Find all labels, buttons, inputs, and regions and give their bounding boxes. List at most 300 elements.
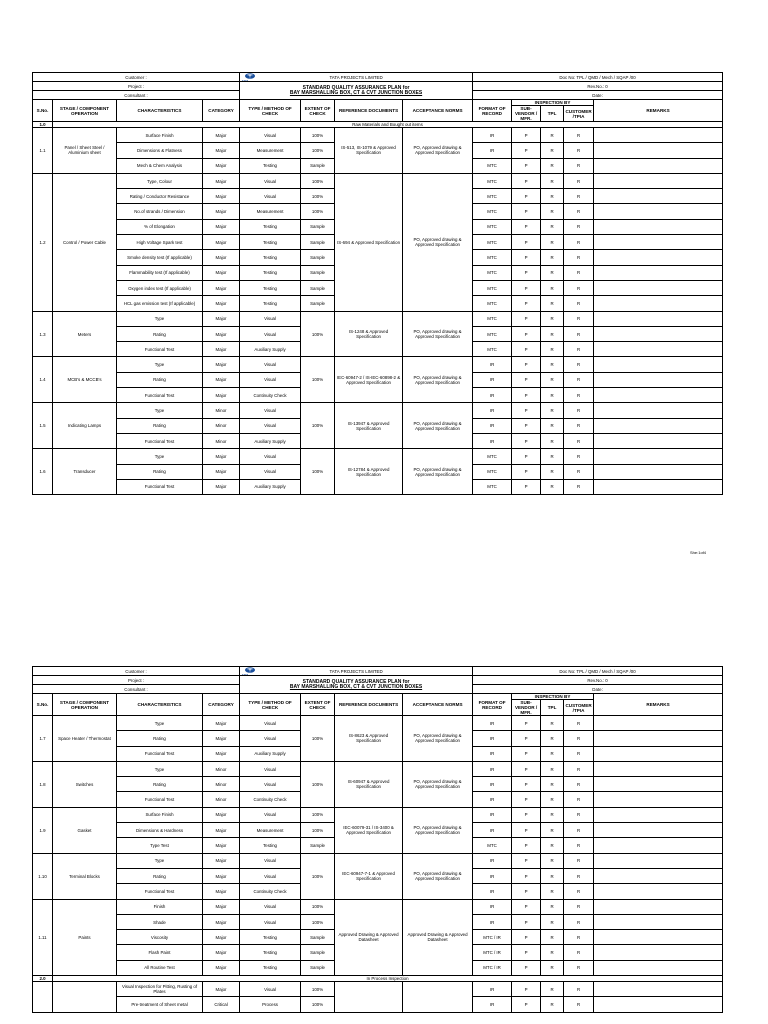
customer-value: R bbox=[564, 403, 594, 418]
tpl-value: R bbox=[541, 746, 564, 761]
extent-of-check: 100% bbox=[301, 204, 335, 219]
tpl-value: R bbox=[541, 219, 564, 234]
remarks-value bbox=[594, 868, 723, 883]
extent-of-check: Sample bbox=[301, 265, 335, 280]
acceptance-norms: PO, Approved drawing & Approved Specification bbox=[403, 311, 473, 357]
format-of-record: IR bbox=[473, 823, 512, 838]
item-number: 1.2 bbox=[33, 173, 53, 311]
remarks-value bbox=[594, 311, 723, 326]
characteristic: Functional Test bbox=[117, 342, 203, 357]
sub-vendor-value: P bbox=[512, 342, 541, 357]
sub-vendor-value: P bbox=[512, 372, 541, 387]
customer-value: R bbox=[564, 388, 594, 403]
tpl-value: R bbox=[541, 792, 564, 807]
col-type-method: TYPE / METHOD OF CHECK bbox=[240, 100, 301, 122]
remarks-value bbox=[594, 219, 723, 234]
tpl-value: R bbox=[541, 807, 564, 822]
col-category: CATEGORY bbox=[203, 694, 240, 716]
extent-of-check: 100% bbox=[301, 716, 335, 762]
sub-vendor-value: P bbox=[512, 792, 541, 807]
sqap-sheet-1 bbox=[32, 72, 722, 555]
format-of-record: MTC bbox=[473, 204, 512, 219]
col-remarks: REMARKS bbox=[594, 100, 723, 122]
item-number: 1.3 bbox=[33, 311, 53, 357]
reference-documents: Approved Drawing & Approved Datasheet bbox=[335, 899, 403, 975]
type-method: Testing bbox=[240, 930, 301, 945]
category: Major bbox=[203, 899, 240, 914]
customer-value: R bbox=[564, 853, 594, 868]
type-method: Testing bbox=[240, 960, 301, 975]
extent-of-check: Sample bbox=[301, 960, 335, 975]
sub-vendor-value: P bbox=[512, 204, 541, 219]
sub-vendor-value: P bbox=[512, 235, 541, 250]
category: Major bbox=[203, 746, 240, 761]
item-number: 1.9 bbox=[33, 807, 53, 853]
category: Major bbox=[203, 219, 240, 234]
acceptance-norms: PO, Approved drawing & Approved Specification bbox=[403, 761, 473, 807]
tpl-value: R bbox=[541, 868, 564, 883]
characteristic: Type bbox=[117, 716, 203, 731]
item-number: 1.1 bbox=[33, 128, 53, 174]
type-method: Visual bbox=[240, 372, 301, 387]
remarks-value bbox=[594, 173, 723, 188]
customer-value: R bbox=[564, 189, 594, 204]
table-row bbox=[33, 357, 723, 372]
format-of-record: IR bbox=[473, 143, 512, 158]
type-method: Visual bbox=[240, 128, 301, 143]
col-characteristics: CHARACTERISTICS bbox=[117, 100, 203, 122]
section-title: In Process Inspection bbox=[53, 976, 723, 982]
remarks-value bbox=[594, 189, 723, 204]
remarks-value bbox=[594, 823, 723, 838]
customer-value: R bbox=[564, 823, 594, 838]
acceptance-norms: PO, Approved drawing & Approved Specification bbox=[403, 716, 473, 762]
customer-label: Customer : bbox=[33, 667, 240, 676]
section-number: 1.0 bbox=[33, 122, 53, 128]
extent-of-check: Sample bbox=[301, 250, 335, 265]
col-reference: REFERENCE DOCUMENTS bbox=[335, 100, 403, 122]
category: Major bbox=[203, 945, 240, 960]
extent-of-check: 100% bbox=[301, 189, 335, 204]
company-name: TATA PROJECTS LIMITED bbox=[329, 74, 383, 80]
characteristic: Smoke density test (If applicable) bbox=[117, 250, 203, 265]
sub-vendor-value: P bbox=[512, 716, 541, 731]
table-row bbox=[33, 128, 723, 143]
characteristic: Dimensions & Hardness bbox=[117, 823, 203, 838]
type-method: Visual bbox=[240, 403, 301, 418]
remarks-value bbox=[594, 792, 723, 807]
col-format: FORMAT OF RECORD bbox=[473, 694, 512, 716]
format-of-record: IR bbox=[473, 761, 512, 776]
format-of-record: IR bbox=[473, 357, 512, 372]
remarks-value bbox=[594, 143, 723, 158]
customer-value: R bbox=[564, 746, 594, 761]
characteristic: Dimensions & Flatness bbox=[117, 143, 203, 158]
type-method: Continuity Check bbox=[240, 884, 301, 899]
remarks-value bbox=[594, 761, 723, 776]
doc-number: Doc No: TPL / QMD / Mech / SQAP /00 bbox=[473, 667, 723, 676]
acceptance-norms: PO, Approved drawing & Approved Specification bbox=[403, 853, 473, 899]
consultant-label: Consultant : bbox=[33, 685, 240, 694]
characteristic: Mech & Chem Analysis bbox=[117, 158, 203, 173]
logo-text: TATA bbox=[242, 80, 249, 82]
category: Major bbox=[203, 853, 240, 868]
tpl-value: R bbox=[541, 250, 564, 265]
table-row bbox=[33, 761, 723, 776]
customer-value: R bbox=[564, 464, 594, 479]
customer-value: R bbox=[564, 884, 594, 899]
type-method: Visual bbox=[240, 777, 301, 792]
category: Minor bbox=[203, 433, 240, 448]
extent-of-check: Sample bbox=[301, 219, 335, 234]
sub-vendor-value: P bbox=[512, 388, 541, 403]
customer-value: R bbox=[564, 357, 594, 372]
tpl-value: R bbox=[541, 982, 564, 997]
col-inspection-by: INSPECTION BY bbox=[512, 100, 594, 106]
stage-component: Space Heater / Thermostat bbox=[53, 716, 117, 762]
format-of-record: MTC bbox=[473, 265, 512, 280]
sub-vendor-value: P bbox=[512, 403, 541, 418]
table-row bbox=[33, 173, 723, 188]
sub-vendor-value: P bbox=[512, 250, 541, 265]
format-of-record: MTC bbox=[473, 311, 512, 326]
sub-vendor-value: P bbox=[512, 868, 541, 883]
format-of-record: IR bbox=[473, 868, 512, 883]
category: Major bbox=[203, 930, 240, 945]
col-acceptance: ACCEPTANCE NORMS bbox=[403, 694, 473, 716]
remarks-value bbox=[594, 853, 723, 868]
format-of-record: IR bbox=[473, 418, 512, 433]
format-of-record: MTC bbox=[473, 449, 512, 464]
category: Major bbox=[203, 296, 240, 311]
section-number: 2.0 bbox=[33, 976, 53, 982]
characteristic: No.of strands / Dimension bbox=[117, 204, 203, 219]
tpl-value: R bbox=[541, 235, 564, 250]
remarks-value bbox=[594, 479, 723, 494]
sub-vendor-value: P bbox=[512, 357, 541, 372]
col-tpl: TPL bbox=[541, 106, 564, 122]
item-number: 1.7 bbox=[33, 716, 53, 762]
remarks-value bbox=[594, 128, 723, 143]
type-method: Visual bbox=[240, 326, 301, 341]
item-number: 1.10 bbox=[33, 853, 53, 899]
sub-vendor-value: P bbox=[512, 449, 541, 464]
tpl-value: R bbox=[541, 899, 564, 914]
customer-value: R bbox=[564, 868, 594, 883]
revision-number: Rev.No.: 0 bbox=[473, 82, 723, 91]
tpl-value: R bbox=[541, 853, 564, 868]
tpl-value: R bbox=[541, 884, 564, 899]
format-of-record: MTC bbox=[473, 250, 512, 265]
col-format: FORMAT OF RECORD bbox=[473, 100, 512, 122]
remarks-value bbox=[594, 158, 723, 173]
category: Major bbox=[203, 189, 240, 204]
characteristic: Flash Paint bbox=[117, 945, 203, 960]
table-row bbox=[33, 982, 723, 997]
category: Major bbox=[203, 265, 240, 280]
remarks-value bbox=[594, 235, 723, 250]
acceptance-norms bbox=[403, 982, 473, 1013]
sub-vendor-value: P bbox=[512, 884, 541, 899]
format-of-record: IR bbox=[473, 731, 512, 746]
sub-vendor-value: P bbox=[512, 479, 541, 494]
type-method: Testing bbox=[240, 235, 301, 250]
type-method: Process bbox=[240, 997, 301, 1012]
stage-component: Control / Power Cable bbox=[53, 173, 117, 311]
col-sub-vendor: SUB-VENDOR / MFR. bbox=[512, 106, 541, 122]
customer-value: R bbox=[564, 128, 594, 143]
col-type-method: TYPE / METHOD OF CHECK bbox=[240, 694, 301, 716]
characteristic: Functional Test bbox=[117, 746, 203, 761]
col-sno: S.No. bbox=[33, 694, 53, 716]
table-row bbox=[33, 853, 723, 868]
stage-component: Gasket bbox=[53, 807, 117, 853]
tpl-value: R bbox=[541, 914, 564, 929]
item-number: 1.5 bbox=[33, 403, 53, 449]
characteristic: Type bbox=[117, 449, 203, 464]
format-of-record: MTC / IR bbox=[473, 930, 512, 945]
customer-value: R bbox=[564, 716, 594, 731]
reference-documents: IS-8623 & Approved Specification bbox=[335, 716, 403, 762]
category: Major bbox=[203, 868, 240, 883]
table-body bbox=[33, 716, 723, 1013]
reference-documents: IS-1248 & Approved Specification bbox=[335, 311, 403, 357]
characteristic: Rating bbox=[117, 868, 203, 883]
type-method: Visual bbox=[240, 357, 301, 372]
sub-vendor-value: P bbox=[512, 899, 541, 914]
remarks-value bbox=[594, 945, 723, 960]
type-method: Measurement bbox=[240, 823, 301, 838]
tpl-value: R bbox=[541, 173, 564, 188]
format-of-record: MTC bbox=[473, 235, 512, 250]
remarks-value bbox=[594, 899, 723, 914]
category: Major bbox=[203, 982, 240, 997]
sub-vendor-value: P bbox=[512, 960, 541, 975]
sqap-sheet-2 bbox=[32, 666, 722, 1013]
stage-component: Transducer bbox=[53, 449, 117, 495]
characteristic: Rating / Conductor Resistance bbox=[117, 189, 203, 204]
characteristic: Type bbox=[117, 357, 203, 372]
customer-value: R bbox=[564, 449, 594, 464]
category: Major bbox=[203, 464, 240, 479]
header-block bbox=[33, 667, 723, 716]
remarks-value bbox=[594, 204, 723, 219]
customer-value: R bbox=[564, 982, 594, 997]
tpl-value: R bbox=[541, 716, 564, 731]
format-of-record: MTC bbox=[473, 479, 512, 494]
sub-vendor-value: P bbox=[512, 219, 541, 234]
remarks-value bbox=[594, 746, 723, 761]
extent-of-check: 100% bbox=[301, 853, 335, 899]
item-number bbox=[33, 982, 53, 1013]
tpl-value: R bbox=[541, 403, 564, 418]
customer-value: R bbox=[564, 280, 594, 295]
type-method: Visual bbox=[240, 868, 301, 883]
format-of-record: MTC bbox=[473, 158, 512, 173]
customer-value: R bbox=[564, 838, 594, 853]
characteristic: HCL gas emission test (If applicable) bbox=[117, 296, 203, 311]
customer-value: R bbox=[564, 143, 594, 158]
remarks-value bbox=[594, 449, 723, 464]
characteristic: Rating bbox=[117, 326, 203, 341]
customer-label: Customer : bbox=[33, 73, 240, 82]
category: Major bbox=[203, 479, 240, 494]
remarks-value bbox=[594, 342, 723, 357]
stage-component bbox=[53, 982, 117, 1013]
tpl-value: R bbox=[541, 777, 564, 792]
acceptance-norms: PO, Approved drawing & Approved Specification bbox=[403, 173, 473, 311]
customer-value: R bbox=[564, 479, 594, 494]
sub-vendor-value: P bbox=[512, 945, 541, 960]
stage-component: Panel / Sheet Steel / Aluminium sheet bbox=[53, 128, 117, 174]
tpl-value: R bbox=[541, 372, 564, 387]
item-number: 1.8 bbox=[33, 761, 53, 807]
sheet-number: She:1of4 bbox=[690, 550, 707, 555]
stage-component: Switches bbox=[53, 761, 117, 807]
sqap-table-sheet-1 bbox=[32, 72, 723, 495]
tpl-value: R bbox=[541, 280, 564, 295]
table-row bbox=[33, 716, 723, 731]
format-of-record: IR bbox=[473, 128, 512, 143]
type-method: Visual bbox=[240, 173, 301, 188]
project-label: Project : bbox=[33, 676, 240, 685]
remarks-value bbox=[594, 838, 723, 853]
characteristic: Functional Test bbox=[117, 479, 203, 494]
customer-value: R bbox=[564, 433, 594, 448]
format-of-record: MTC bbox=[473, 280, 512, 295]
acceptance-norms: PO, Approved drawing & Approved Specification bbox=[403, 449, 473, 495]
tpl-value: R bbox=[541, 143, 564, 158]
remarks-value bbox=[594, 997, 723, 1012]
sub-vendor-value: P bbox=[512, 280, 541, 295]
header-block bbox=[33, 73, 723, 122]
tpl-value: R bbox=[541, 326, 564, 341]
col-extent: EXTENT OF CHECK bbox=[301, 694, 335, 716]
table-row bbox=[33, 807, 723, 822]
reference-documents: IS-12784 & Approved Specification bbox=[335, 449, 403, 495]
sub-vendor-value: P bbox=[512, 311, 541, 326]
category: Minor bbox=[203, 761, 240, 776]
sub-vendor-value: P bbox=[512, 838, 541, 853]
col-customer: CUSTOMER /TPIA bbox=[564, 700, 594, 716]
sub-vendor-value: P bbox=[512, 326, 541, 341]
characteristic: Shade bbox=[117, 914, 203, 929]
customer-value: R bbox=[564, 219, 594, 234]
characteristic: Flammability test (If applicable) bbox=[117, 265, 203, 280]
remarks-value bbox=[594, 807, 723, 822]
col-sub-vendor: SUB-VENDOR / MFR. bbox=[512, 700, 541, 716]
tpl-value: R bbox=[541, 204, 564, 219]
category: Major bbox=[203, 914, 240, 929]
characteristic: Rating bbox=[117, 777, 203, 792]
customer-value: R bbox=[564, 250, 594, 265]
tpl-value: R bbox=[541, 479, 564, 494]
reference-documents: IS-513, IS-1079 & Approved Specification bbox=[335, 128, 403, 174]
tpl-value: R bbox=[541, 761, 564, 776]
sub-vendor-value: P bbox=[512, 158, 541, 173]
type-method: Auxiliary Supply bbox=[240, 479, 301, 494]
extent-of-check: 100% bbox=[301, 982, 335, 997]
tpl-value: R bbox=[541, 296, 564, 311]
type-method: Visual bbox=[240, 807, 301, 822]
characteristic: Rating bbox=[117, 372, 203, 387]
category: Major bbox=[203, 128, 240, 143]
document-subtitle: BAY MARSHALLING BOX, CT & CVT JUNCTION BOXES bbox=[289, 683, 423, 690]
reference-documents: IEC-60947-2 / IS-IEC-60898-2 & Approved Specification bbox=[335, 357, 403, 403]
format-of-record: MTC bbox=[473, 189, 512, 204]
col-acceptance: ACCEPTANCE NORMS bbox=[403, 100, 473, 122]
remarks-value bbox=[594, 326, 723, 341]
reference-documents: IEC-60079-31 / IS-3400 & Approved Specification bbox=[335, 807, 403, 853]
format-of-record: MTC bbox=[473, 326, 512, 341]
table-row bbox=[33, 311, 723, 326]
sub-vendor-value: P bbox=[512, 143, 541, 158]
type-method: Visual bbox=[240, 761, 301, 776]
remarks-value bbox=[594, 777, 723, 792]
company-cell bbox=[240, 73, 473, 82]
type-method: Visual bbox=[240, 449, 301, 464]
type-method: Continuity Check bbox=[240, 792, 301, 807]
characteristic: Functional Test bbox=[117, 433, 203, 448]
characteristic: Rating bbox=[117, 464, 203, 479]
item-number: 1.4 bbox=[33, 357, 53, 403]
category: Major bbox=[203, 357, 240, 372]
project-label: Project : bbox=[33, 82, 240, 91]
category: Minor bbox=[203, 403, 240, 418]
characteristic: Surface Finish bbox=[117, 128, 203, 143]
table-body bbox=[33, 122, 723, 495]
acceptance-norms: PO, Approved drawing & Approved Specification bbox=[403, 807, 473, 853]
sub-vendor-value: P bbox=[512, 173, 541, 188]
company-name: TATA PROJECTS LIMITED bbox=[329, 668, 383, 674]
customer-value: R bbox=[564, 997, 594, 1012]
document-title: STANDARD QUALITY ASSURANCE PLAN for bbox=[302, 84, 410, 91]
extent-of-check: 100% bbox=[301, 449, 335, 495]
category: Major bbox=[203, 960, 240, 975]
acceptance-norms: PO, Approved drawing & Approved Specification bbox=[403, 128, 473, 174]
remarks-value bbox=[594, 914, 723, 929]
sub-vendor-value: P bbox=[512, 982, 541, 997]
customer-value: R bbox=[564, 914, 594, 929]
remarks-value bbox=[594, 716, 723, 731]
acceptance-norms: PO, Approved drawing & Approved Specification bbox=[403, 403, 473, 449]
format-of-record: IR bbox=[473, 853, 512, 868]
sub-vendor-value: P bbox=[512, 746, 541, 761]
type-method: Visual bbox=[240, 716, 301, 731]
col-inspection-by: INSPECTION BY bbox=[512, 694, 594, 700]
acceptance-norms: PO, Approved drawing & Approved Specification bbox=[403, 357, 473, 403]
extent-of-check: Sample bbox=[301, 280, 335, 295]
remarks-value bbox=[594, 930, 723, 945]
reference-documents: IS-60947 & Approved Specification bbox=[335, 761, 403, 807]
extent-of-check: 100% bbox=[301, 914, 335, 929]
tpl-value: R bbox=[541, 823, 564, 838]
reference-documents: IEC-60947-7-1 & Approved Specification bbox=[335, 853, 403, 899]
extent-of-check: 100% bbox=[301, 823, 335, 838]
date-label: Date: bbox=[473, 91, 723, 100]
tpl-value: R bbox=[541, 342, 564, 357]
characteristic: Type Test bbox=[117, 838, 203, 853]
extent-of-check: Sample bbox=[301, 945, 335, 960]
format-of-record: IR bbox=[473, 884, 512, 899]
document-title: STANDARD QUALITY ASSURANCE PLAN for bbox=[302, 678, 410, 685]
col-characteristics: CHARACTERISTICS bbox=[117, 694, 203, 716]
acceptance-norms: Approved Drawing & Approved Datasheet bbox=[403, 899, 473, 975]
sub-vendor-value: P bbox=[512, 777, 541, 792]
type-method: Testing bbox=[240, 265, 301, 280]
item-number: 1.6 bbox=[33, 449, 53, 495]
type-method: Auxiliary Supply bbox=[240, 746, 301, 761]
